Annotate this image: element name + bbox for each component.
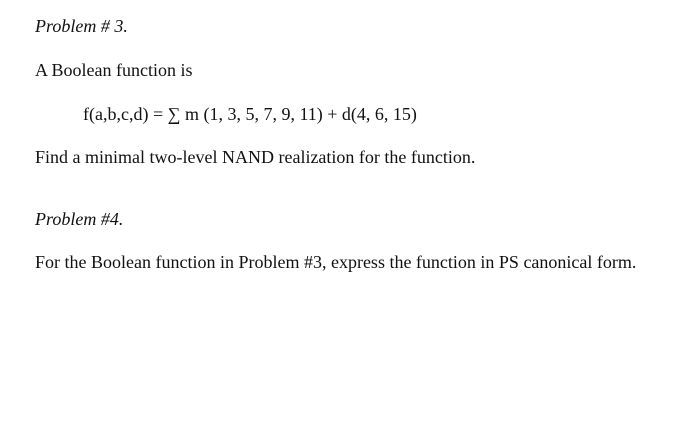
problem-4-task: For the Boolean function in Problem #3, express the function in PS canonical form. — [35, 252, 637, 272]
problem-3-intro: A Boolean function is — [35, 60, 193, 80]
boolean-function-equation: f(a,b,c,d) = ∑ m (1, 3, 5, 7, 9, 11) + d(4, 6, 15) — [83, 104, 417, 124]
problem-3-title: Problem # 3. — [35, 16, 128, 36]
problem-3-task: Find a minimal two-level NAND realization for the function. — [35, 147, 476, 167]
problem-4-title: Problem #4. — [35, 209, 124, 229]
